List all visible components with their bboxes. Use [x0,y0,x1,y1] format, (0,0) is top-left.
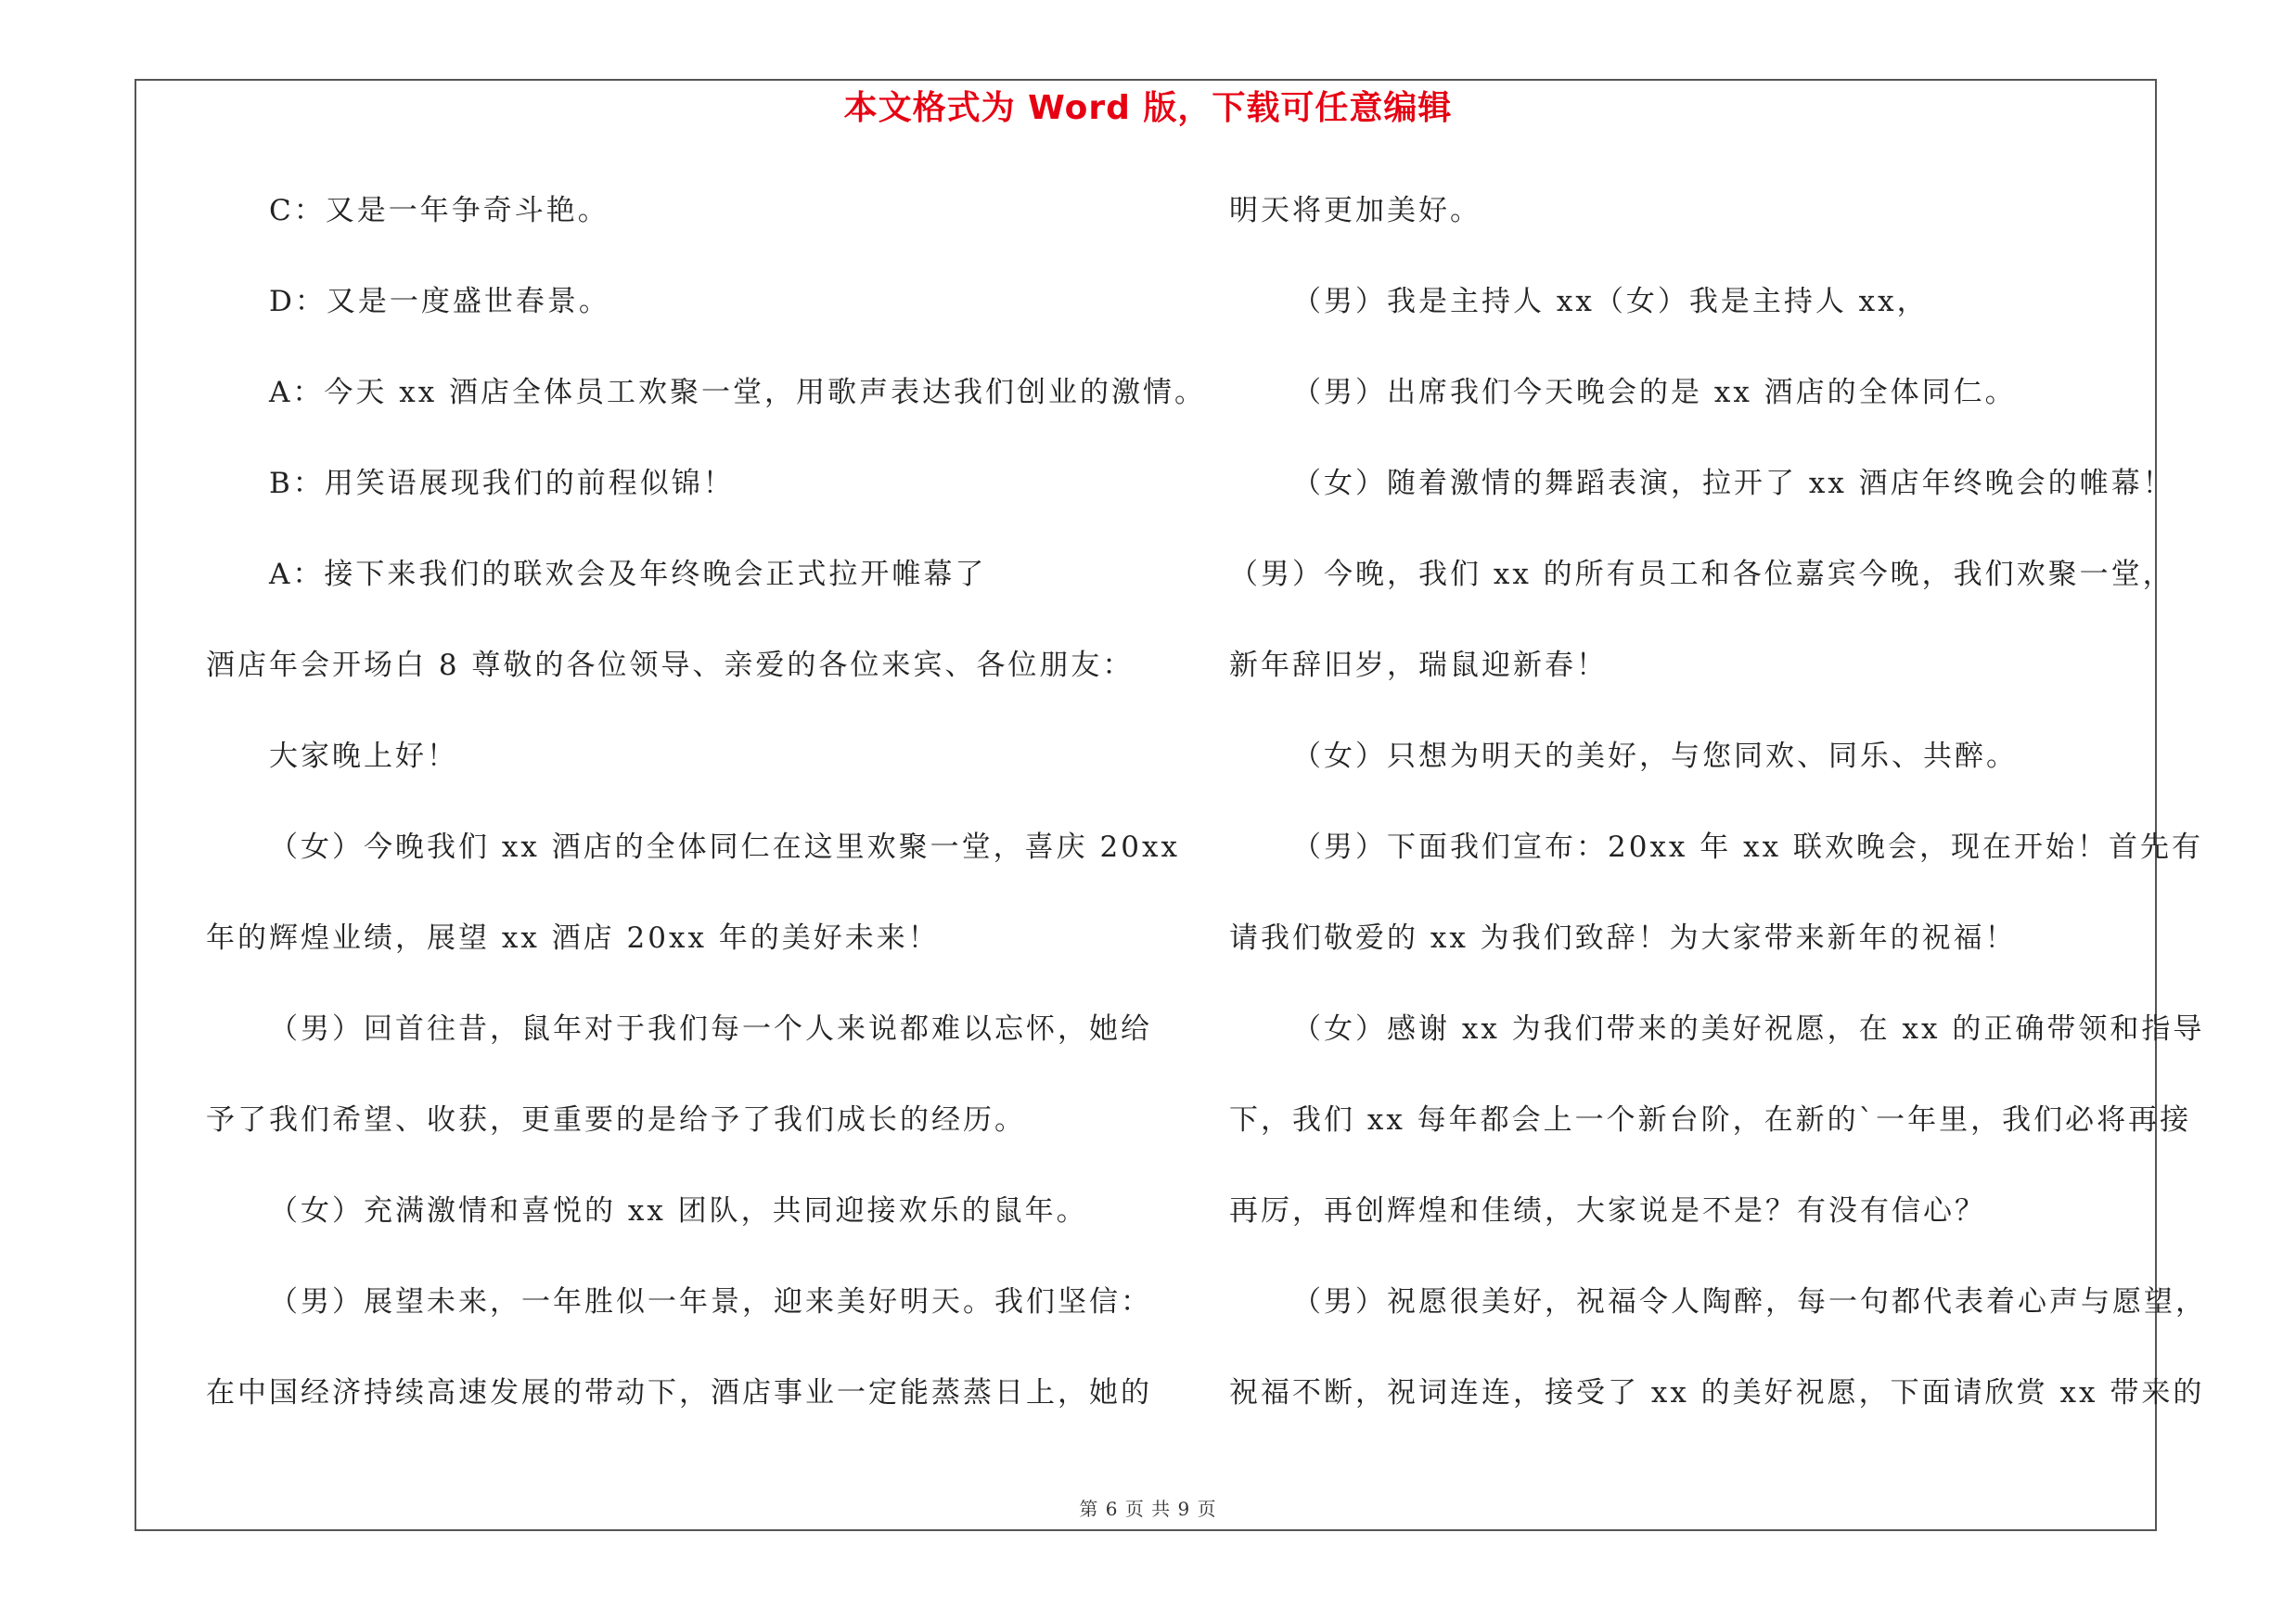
paragraph-line: C：又是一年争奇斗艳。 [269,194,609,227]
paragraph-line: 酒店年会开场白 8 尊敬的各位领导、亲爱的各位来宾、各位朋友： [206,649,1135,682]
paragraph-line: D：又是一度盛世春景。 [269,285,610,318]
paragraph-line: 请我们敬爱的 xx 为我们致辞！为大家带来新年的祝福！ [1229,921,2017,955]
paragraph-line: 祝福不断，祝词连连，接受了 xx 的美好祝愿，下面请欣赏 xx 带来的 [1229,1376,2205,1410]
paragraph-line: （男）我是主持人 xx（女）我是主持人 xx， [1292,285,1929,318]
paragraph-line: （女）随着激情的舞蹈表演，拉开了 xx 酒店年终晚会的帷幕！ [1292,467,2174,500]
paragraph-line: （男）出席我们今天晚会的是 xx 酒店的全体同仁。 [1292,376,2017,409]
paragraph-line: （女）充满激情和喜悦的 xx 团队，共同迎接欢乐的鼠年。 [269,1194,1088,1228]
paragraph-line: 大家晚上好！ [269,740,458,773]
left-column [206,186,1207,1459]
page-number-footer: 第 6 页 共 9 页 [1079,1498,1217,1520]
header-banner: 本文格式为 Word 版，下载可任意编辑 [843,89,1453,127]
paragraph-line: 再厉，再创辉煌和佳绩，大家说是不是？有没有信心？ [1229,1194,1986,1228]
paragraph-line: B：用笑语展现我们的前程似锦！ [269,467,735,500]
paragraph-line: 下，我们 xx 每年都会上一个新台阶，在新的`一年里，我们必将再接 [1229,1103,2192,1137]
right-column [1229,186,2207,1459]
paragraph-line: （男）展望未来，一年胜似一年景，迎来美好明天。我们坚信： [269,1285,1152,1319]
paragraph-line: （女）今晚我们 xx 酒店的全体同仁在这里欢聚一堂，喜庆 20xx [269,831,1180,864]
paragraph-line: 年的辉煌业绩，展望 xx 酒店 20xx 年的美好未来！ [206,921,940,955]
paragraph-line: 予了我们希望、收获，更重要的是给予了我们成长的经历。 [206,1103,1026,1137]
paragraph-line: （女）感谢 xx 为我们带来的美好祝愿，在 xx 的正确带领和指导 [1292,1012,2205,1046]
paragraph-line: （男）下面我们宣布：20xx 年 xx 联欢晚会，现在开始！首先有 [1292,831,2203,864]
paragraph-line: （男）今晚，我们 xx 的所有员工和各位嘉宾今晚，我们欢聚一堂， [1229,558,2174,591]
paragraph-line: A：接下来我们的联欢会及年终晚会正式拉开帷幕了 [269,558,987,591]
paragraph-line: （男）祝愿很美好，祝福令人陶醉，每一句都代表着心声与愿望， [1292,1285,2207,1319]
paragraph-line: 明天将更加美好。 [1229,194,1481,227]
paragraph-line: （女）只想为明天的美好，与您同欢、同乐、共醉。 [1292,740,2018,773]
paragraph-line: 在中国经济持续高速发展的带动下，酒店事业一定能蒸蒸日上，她的 [206,1376,1152,1410]
paragraph-line: A：今天 xx 酒店全体员工欢聚一堂，用歌声表达我们创业的激情。 [269,376,1207,409]
paragraph-line: （男）回首往昔，鼠年对于我们每一个人来说都难以忘怀，她给 [269,1012,1152,1046]
paragraph-line: 新年辞旧岁，瑞鼠迎新春！ [1229,649,1608,682]
